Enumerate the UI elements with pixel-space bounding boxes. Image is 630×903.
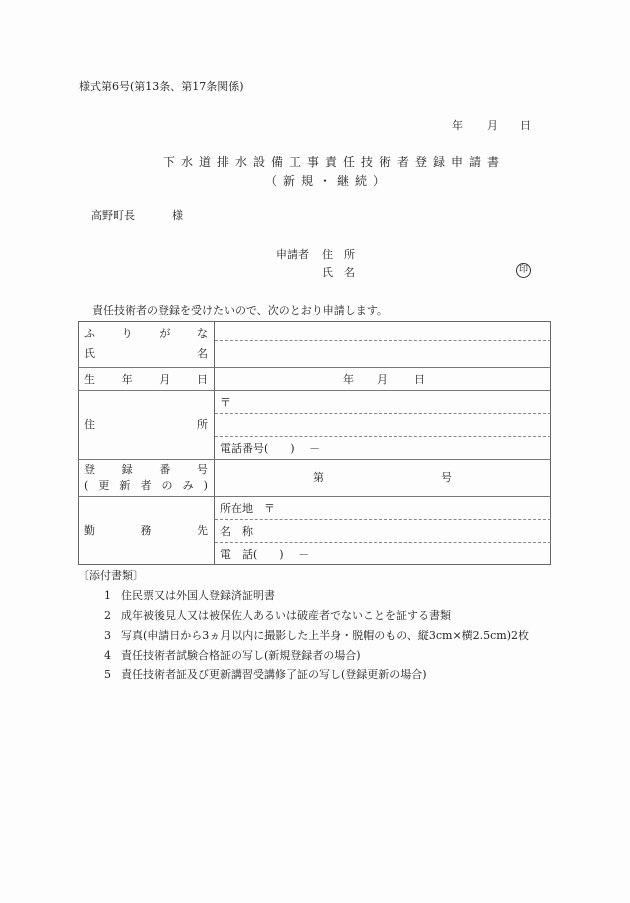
birth-month-unit: 月 — [377, 373, 388, 386]
birthdate-label: 生 年 月 日 — [84, 373, 208, 386]
attachment-item: 責任技術者試験合格証の写し(新規登録者の場合) — [121, 649, 361, 662]
attachments-heading: 〔添付書類〕 — [78, 569, 144, 582]
document-subtitle: （新規・継続） — [265, 174, 392, 188]
renewal-only-label: ( 更 新 者 の み ) — [84, 479, 208, 492]
attachment-number: 3 — [104, 629, 111, 642]
attachment-item: 責任技術者証及び更新講習受講修了証の写し(登録更新の場合) — [121, 668, 427, 681]
divider — [78, 459, 551, 460]
date-month-label: 月 — [487, 119, 498, 132]
form-number: 様式第6号(第13条、第17条関係) — [79, 80, 244, 93]
divider-dashed — [215, 413, 551, 414]
divider — [78, 496, 551, 497]
workplace-label: 勤 務 先 — [84, 524, 208, 537]
attachment-number: 4 — [104, 649, 111, 662]
applicant-address-label: 住 所 — [322, 248, 355, 261]
intro-text: 責任技術者の登録を受けたいので、次のとおり申請します。 — [92, 304, 388, 317]
name-field[interactable] — [220, 343, 546, 365]
workplace-phone-label: 電 話( ) － — [220, 548, 310, 561]
applicant-name-label: 氏 名 — [322, 266, 355, 279]
addressee-name: 高野町長 — [91, 209, 135, 222]
address-field[interactable] — [220, 416, 546, 434]
divider — [78, 390, 551, 391]
table-column-divider — [214, 321, 215, 565]
divider-dashed — [215, 542, 551, 543]
applicant-label: 申請者 — [276, 248, 309, 261]
seal-icon: 印 — [516, 263, 531, 278]
workplace-name-label: 名 称 — [220, 525, 253, 538]
phone-label: 電話番号( ) － — [220, 442, 321, 455]
attachment-number: 2 — [104, 609, 111, 622]
name-label: 氏 名 — [84, 347, 208, 360]
attachment-number: 5 — [104, 668, 111, 681]
registration-number-label: 登 録 番 号 — [84, 463, 208, 476]
date-year-label: 年 — [452, 119, 463, 132]
attachment-item: 成年被後見人又は被保佐人あるいは破産者でないことを証する書類 — [121, 609, 451, 622]
birth-year-unit: 年 — [343, 373, 354, 386]
birth-day-unit: 日 — [414, 373, 425, 386]
addressee-honorific: 様 — [172, 209, 183, 222]
divider-dashed — [215, 519, 551, 520]
furigana-label: ふ り が な — [84, 327, 208, 340]
divider-dashed — [215, 436, 551, 437]
workplace-location-label: 所在地 〒 — [220, 502, 275, 515]
date-day-label: 日 — [520, 119, 531, 132]
attachment-item: 写真(申請日から3ヵ月以内に撮影した上半身・脱帽のもの、縦3cm×横2.5cm)2枚 — [121, 629, 530, 642]
attachment-number: 1 — [104, 589, 111, 602]
registration-prefix: 第 — [313, 471, 324, 484]
furigana-field[interactable] — [220, 324, 546, 339]
postal-mark: 〒 — [220, 396, 231, 409]
divider — [78, 367, 551, 368]
address-label: 住 所 — [84, 418, 208, 431]
divider-dashed — [215, 340, 551, 341]
registration-suffix: 号 — [441, 471, 452, 484]
attachment-item: 住民票又は外国人登録済証明書 — [121, 589, 275, 602]
document-title: 下水道排水設備工事責任技術者登録申請書 — [163, 155, 506, 169]
